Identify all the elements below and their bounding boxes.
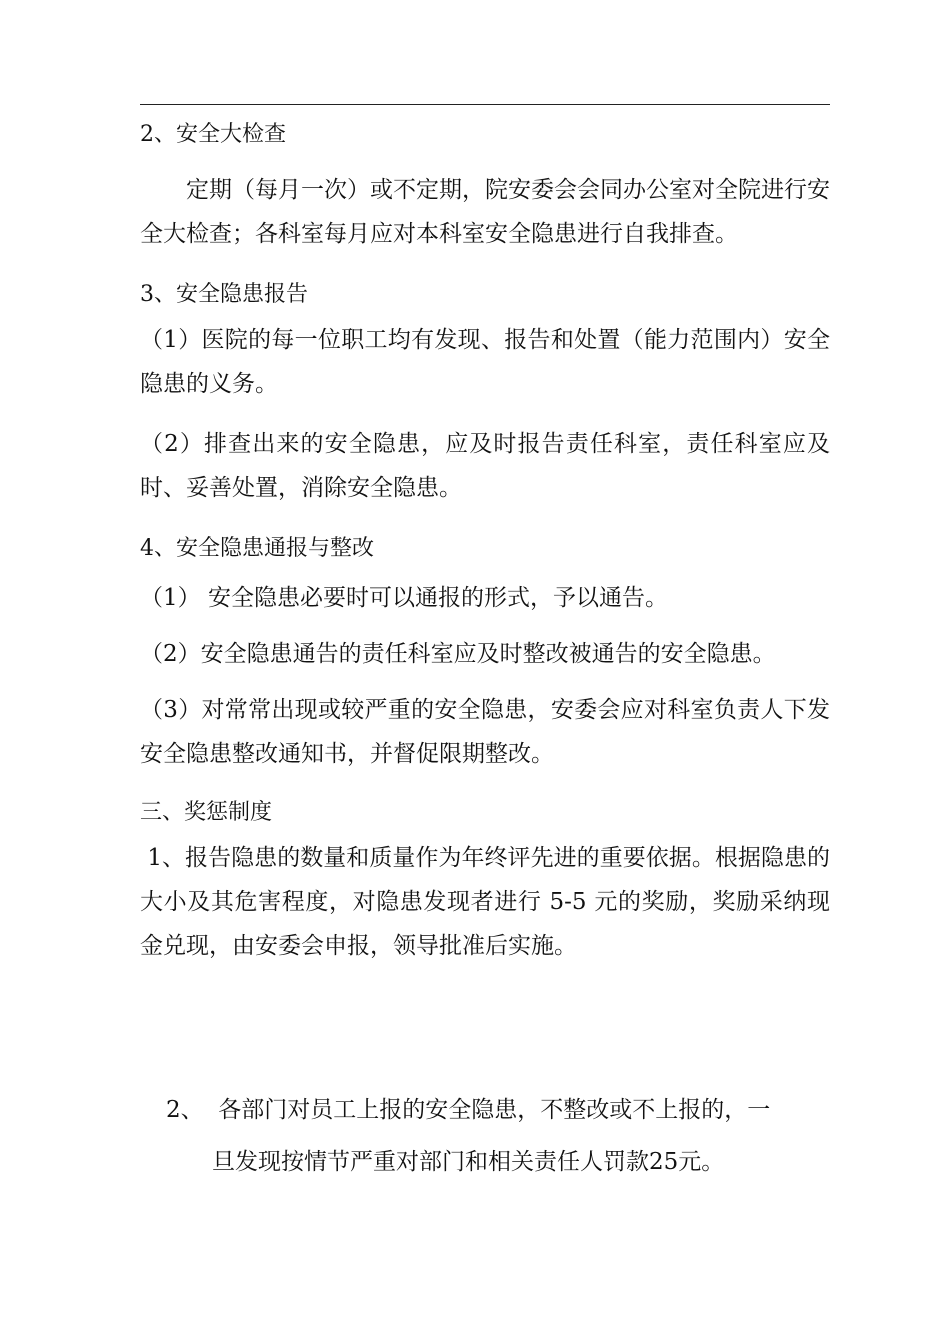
list-item-notice-1: （1） 安全隐患必要时可以通报的形式，予以通告。 bbox=[140, 585, 668, 611]
list-item-notice-2: （2）安全隐患通告的责任科室应及时整改被通告的安全隐患。 bbox=[140, 641, 776, 667]
list-item-rewards-2-line1: 2、 各部门对员工上报的安全隐患，不整改或不上报的，一 bbox=[166, 1097, 771, 1123]
list-item-report-2: （2）排查出来的安全隐患，应及时报告责任科室，责任科室应及时、妥善处置，消除安全隐患。 bbox=[140, 431, 830, 501]
paragraph-inspection: 定期（每月一次）或不定期，院安委会会同办公室对全院进行安全大检查；各科室每月应对本科室安全隐患进行自我排查。 bbox=[140, 177, 830, 247]
header-rule bbox=[140, 104, 830, 105]
list-item-report-1: （1）医院的每一位职工均有发现、报告和处置（能力范围内）安全隐患的义务。 bbox=[140, 327, 830, 397]
section-heading-notice-rectify: 4、安全隐患通报与整改 bbox=[140, 536, 374, 561]
section-heading-safety-inspection: 2、安全大检查 bbox=[140, 122, 286, 147]
section-heading-hazard-report: 3、安全隐患报告 bbox=[140, 282, 308, 307]
list-item-rewards-1: 1、报告隐患的数量和质量作为年终评先进的重要依据。根据隐患的大小及其危害程度，对隐患发现者进行 5-5 元的奖励，奖励采纳现金兑现，由安委会申报，领导批准后实施。 bbox=[140, 845, 831, 959]
section-heading-rewards: 三、奖惩制度 bbox=[140, 800, 273, 825]
list-item-notice-3: （3）对常常出现或较严重的安全隐患，安委会应对科室负责人下发安全隐患整改通知书，并督促限期整改。 bbox=[140, 697, 830, 767]
document-body bbox=[140, 118, 830, 968]
list-item-rewards-2-line2: 旦发现按情节严重对部门和相关责任人罚款25元。 bbox=[212, 1149, 725, 1175]
